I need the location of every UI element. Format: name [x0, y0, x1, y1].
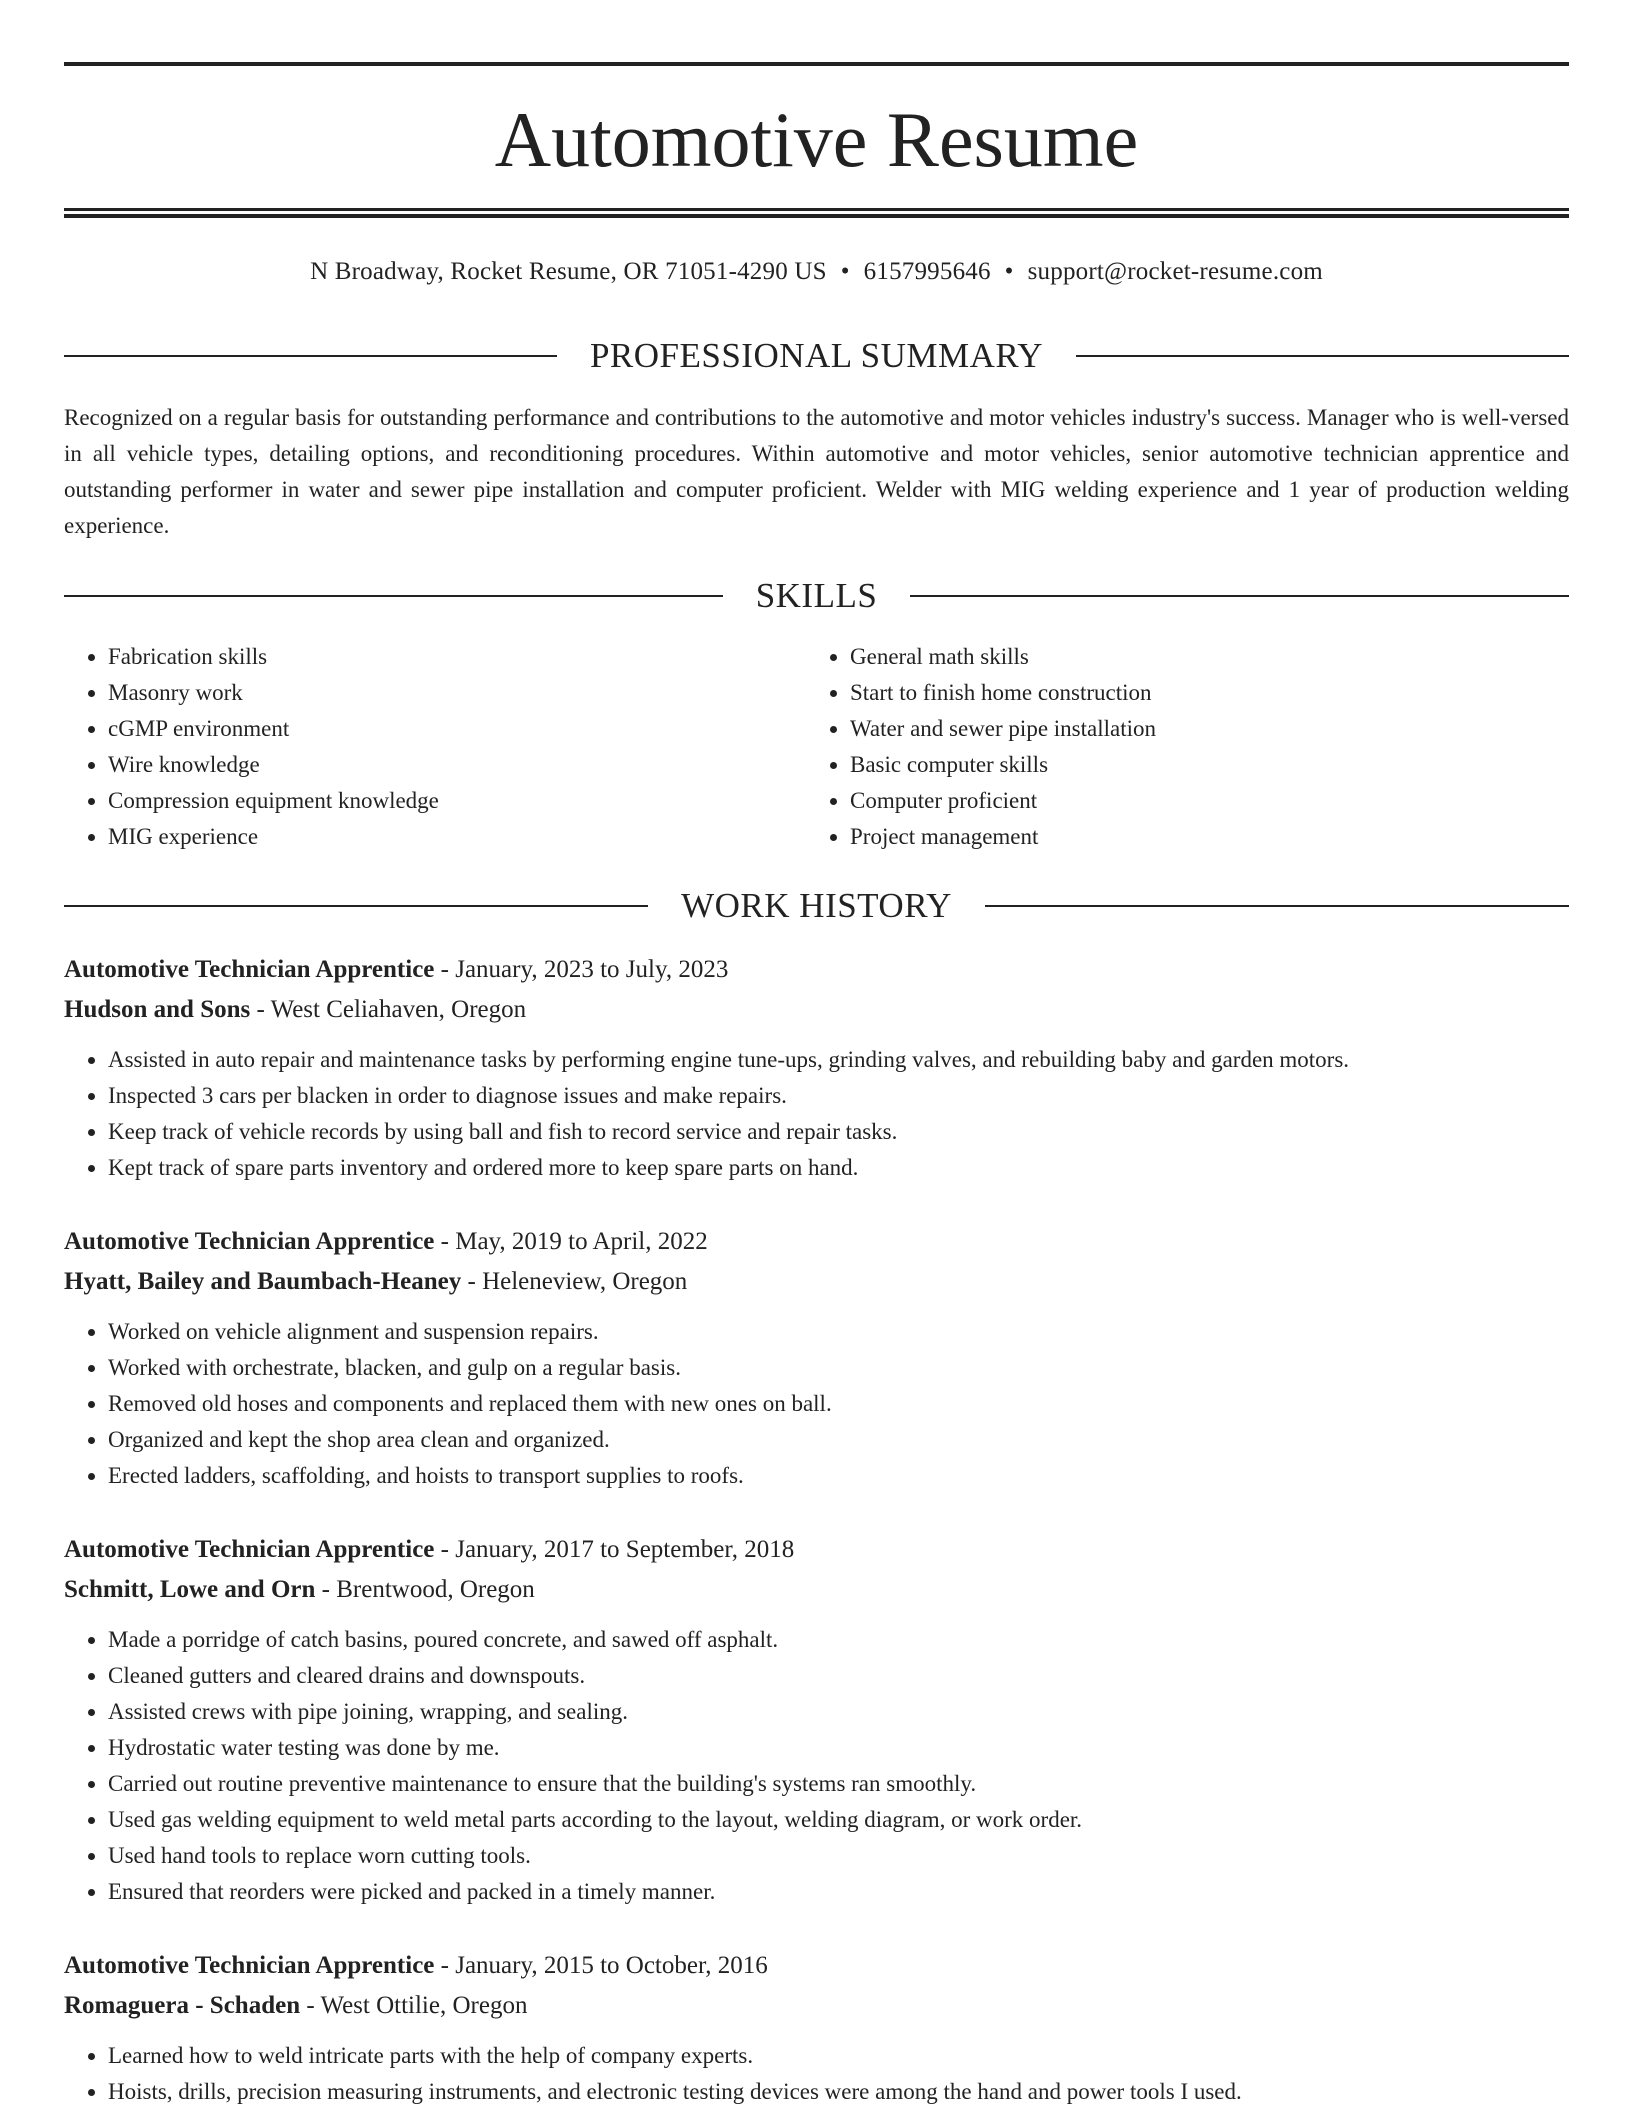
skill-item: • cGMP environment: [108, 711, 806, 747]
job-entry: [64, 1222, 1569, 1494]
list-item: • Erected ladders, scaffolding, and hoists to transport supplies to roofs.: [108, 1458, 1569, 1494]
job-company: Hyatt, Bailey and Baumbach-Heaney: [64, 1268, 462, 1295]
job-bullets: [64, 1622, 1569, 1910]
job-entry: [64, 1530, 1569, 1910]
section-heading-skills: [64, 574, 1569, 618]
skill-item: • Wire knowledge: [108, 747, 806, 783]
skill-item: • Water and sewer pipe installation: [850, 711, 1548, 747]
job-bullets: [64, 1314, 1569, 1494]
skill-item: • Compression equipment knowledge: [108, 783, 806, 819]
double-rule: [64, 208, 1569, 218]
list-item: • Keep track of vehicle records by using ball and fish to record service and repair tasks.: [108, 1114, 1569, 1150]
list-item: • Learned how to weld intricate parts with the help of company experts.: [108, 2038, 1569, 2074]
job-title: Automotive Technician Apprentice: [64, 956, 435, 983]
list-item: • Used gas welding equipment to weld metal parts according to the layout, welding diagram, or work order.: [108, 1802, 1569, 1838]
contact-line: [64, 254, 1569, 290]
job-company: Romaguera - Schaden: [64, 1992, 301, 2019]
list-item: • Made a porridge of catch basins, poured concrete, and sawed off asphalt.: [108, 1622, 1569, 1658]
skill-item: • MIG experience: [108, 819, 806, 855]
job-location: - Brentwood, Oregon: [315, 1576, 535, 1603]
job-company: Schmitt, Lowe and Orn: [64, 1576, 316, 1603]
heading-rule: [64, 355, 557, 357]
job-location: - West Ottilie, Oregon: [300, 1992, 528, 2019]
job-entry: [64, 1946, 1569, 2110]
list-item: • Hoists, drills, precision measuring instruments, and electronic testing devices were among the hand and power tools I used.: [108, 2074, 1569, 2110]
heading-rule: [64, 595, 723, 597]
job-dates: - May, 2019 to April, 2022: [434, 1228, 708, 1255]
list-item: • Ensured that reorders were picked and packed in a timely manner.: [108, 1874, 1569, 1910]
job-title: Automotive Technician Apprentice: [64, 1228, 435, 1255]
contact-email: support@rocket-resume.com: [1027, 258, 1323, 285]
summary-text: Recognized on a regular basis for outstanding performance and contributions to the automotive and motor vehicles industry's success. Manager who is well-versed in all vehicle types, detailing options, and reconditioning procedures. Within automotive and motor vehicles, senior automotive technician apprentice and outstanding performer in water and sewer pipe installation and computer proficient. Welder with MIG welding experience and 1 year of production welding experience.: [64, 405, 1569, 538]
job-company-line: [64, 1570, 1569, 1610]
job-dates: - January, 2017 to September, 2018: [434, 1536, 795, 1563]
job-title: Automotive Technician Apprentice: [64, 1952, 435, 1979]
contact-phone: 6157995646: [863, 258, 991, 285]
skill-item: • Project management: [850, 819, 1548, 855]
list-item: • Kept track of spare parts inventory and ordered more to keep spare parts on hand.: [108, 1150, 1569, 1186]
top-rule: [64, 62, 1569, 66]
job-location: - West Celiahaven, Oregon: [250, 996, 527, 1023]
job-title: Automotive Technician Apprentice: [64, 1536, 435, 1563]
list-item: • Organized and kept the shop area clean and organized.: [108, 1422, 1569, 1458]
skills-list-right: [806, 639, 1548, 855]
list-item: • Worked on vehicle alignment and suspension repairs.: [108, 1314, 1569, 1350]
list-item: • Cleaned gutters and cleared drains and downspouts.: [108, 1658, 1569, 1694]
heading-rule: [1076, 355, 1569, 357]
section-heading-label: WORK HISTORY: [681, 886, 952, 925]
list-item: • Hydrostatic water testing was done by me.: [108, 1730, 1569, 1766]
job-entry: [64, 950, 1569, 1186]
job-company-line: [64, 1986, 1569, 2026]
skill-item: • Basic computer skills: [850, 747, 1548, 783]
section-heading-summary: [64, 334, 1569, 378]
job-title-line: [64, 950, 1569, 990]
skill-item: • Computer proficient: [850, 783, 1548, 819]
heading-rule: [910, 595, 1569, 597]
job-bullets: [64, 1042, 1569, 1186]
job-company-line: [64, 990, 1569, 1030]
skills-columns: [64, 639, 1569, 855]
page-title: Automotive Resume: [494, 96, 1139, 183]
job-company: Hudson and Sons: [64, 996, 251, 1023]
list-item: • Used hand tools to replace worn cutting tools.: [108, 1838, 1569, 1874]
contact-address: N Broadway, Rocket Resume, OR 71051-4290 US: [310, 258, 827, 285]
job-bullets: [64, 2038, 1569, 2110]
skill-item: • Start to finish home construction: [850, 675, 1548, 711]
skill-item: • General math skills: [850, 639, 1548, 675]
heading-rule: [64, 905, 648, 907]
list-item: • Carried out routine preventive maintenance to ensure that the building's systems ran smoothly.: [108, 1766, 1569, 1802]
job-dates: - January, 2023 to July, 2023: [434, 956, 729, 983]
skills-list-left: [64, 639, 806, 855]
list-item: • Worked with orchestrate, blacken, and gulp on a regular basis.: [108, 1350, 1569, 1386]
list-item: • Inspected 3 cars per blacken in order to diagnose issues and make repairs.: [108, 1078, 1569, 1114]
list-item: • Assisted crews with pipe joining, wrapping, and sealing.: [108, 1694, 1569, 1730]
contact-separator: •: [840, 258, 850, 285]
job-location: - Heleneview, Oregon: [461, 1268, 688, 1295]
contact-separator: •: [1004, 258, 1014, 285]
job-title-line: [64, 1946, 1569, 1986]
heading-rule: [985, 905, 1569, 907]
job-dates: - January, 2015 to October, 2016: [434, 1952, 768, 1979]
list-item: • Removed old hoses and components and replaced them with new ones on ball.: [108, 1386, 1569, 1422]
section-heading-work: [64, 884, 1569, 928]
list-item: • Assisted in auto repair and maintenance tasks by performing engine tune-ups, grinding valves, and rebuilding baby and garden motors.: [108, 1042, 1569, 1078]
section-heading-label: PROFESSIONAL SUMMARY: [589, 336, 1044, 375]
job-title-line: [64, 1222, 1569, 1262]
skill-item: • Fabrication skills: [108, 639, 806, 675]
job-company-line: [64, 1262, 1569, 1302]
job-title-line: [64, 1530, 1569, 1570]
section-heading-label: SKILLS: [755, 576, 878, 615]
skill-item: • Masonry work: [108, 675, 806, 711]
